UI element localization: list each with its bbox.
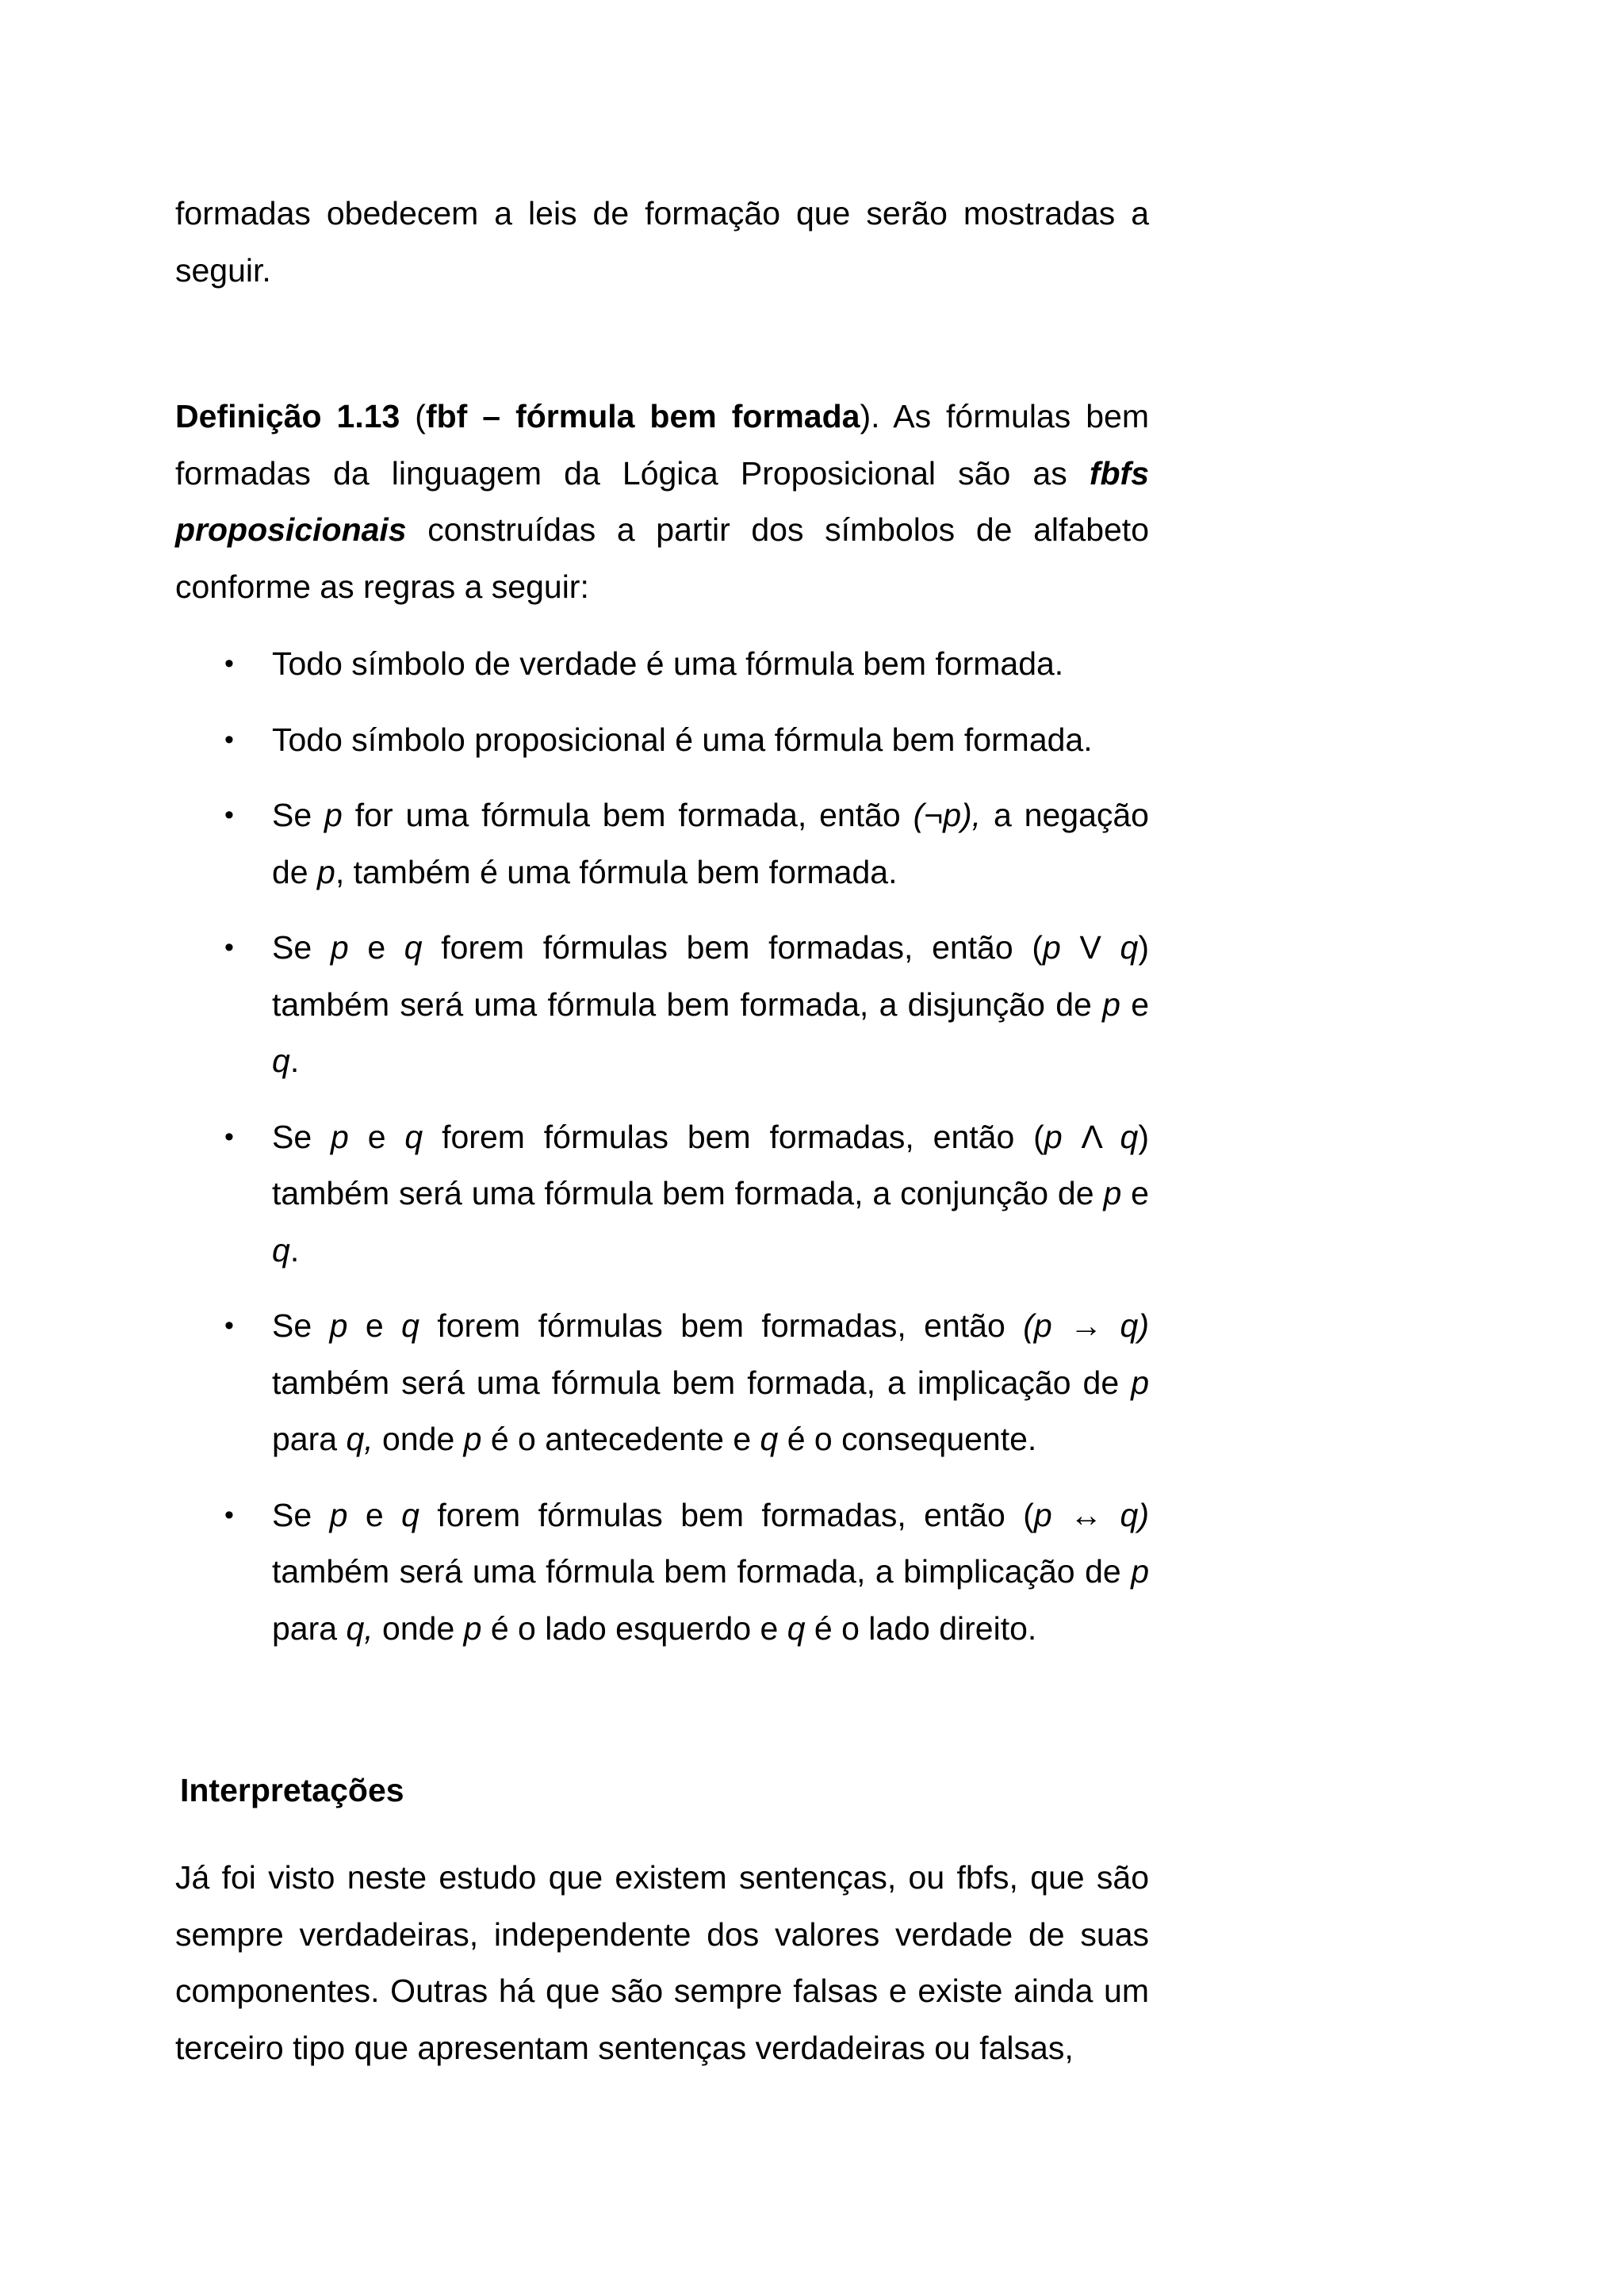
rule-text: forem fórmulas bem formadas, então bbox=[419, 1307, 1024, 1344]
rule-text: . bbox=[289, 1043, 300, 1079]
definition-title: Definição 1.13 bbox=[175, 398, 400, 434]
rule-symbol: p bbox=[463, 1609, 482, 1647]
rule-item bbox=[175, 636, 1149, 693]
rule-text: e bbox=[348, 1118, 405, 1155]
interpretations-paragraph: Já foi visto neste estudo que existem sentenças, ou fbfs, que são sempre verdadeiras, independente dos valores verdade de suas componentes. Outras há que são sempre falsas e existe ainda um terceiro tipo que apresentam sentenças verdadeiras ou falsas, bbox=[175, 1859, 1149, 2066]
definition-paren-close: ). bbox=[860, 398, 894, 434]
bullet-icon: • bbox=[224, 800, 234, 830]
rule-text: Todo símbolo de verdade é uma fórmula bem formada. bbox=[272, 645, 1064, 682]
rule-text: também será uma fórmula bem formada, a implicação de bbox=[272, 1364, 1132, 1401]
rule-symbol: p bbox=[463, 1421, 482, 1457]
rule-item bbox=[175, 1487, 1149, 1658]
rule-symbol: p bbox=[1131, 1364, 1149, 1401]
rule-text: e bbox=[1120, 985, 1149, 1023]
rule-symbol: p bbox=[329, 1307, 348, 1344]
rule-symbol: p bbox=[1102, 985, 1120, 1023]
rule-text: onde bbox=[373, 1609, 464, 1647]
rule-symbol: q bbox=[1120, 1118, 1139, 1155]
rule-symbol: q bbox=[760, 1421, 779, 1457]
definition-text-2: construídas a partir dos símbolos de alfabeto conforme as regras a seguir: bbox=[175, 511, 1149, 605]
bullet-icon: • bbox=[224, 1121, 234, 1152]
rule-symbol: (p → q) bbox=[1023, 1307, 1149, 1344]
rule-text: é o lado esquerdo e bbox=[481, 1609, 787, 1647]
rule-item bbox=[175, 712, 1149, 769]
rule-text: Se bbox=[272, 1496, 330, 1533]
rule-symbol: p bbox=[324, 797, 343, 833]
rule-text: e bbox=[347, 1496, 402, 1533]
definition-text-1: As fórmulas bem formadas da linguagem da Lógica Proposicional são as bbox=[175, 398, 1149, 492]
bullet-icon: • bbox=[224, 1311, 234, 1341]
rule-text: é o antecedente e bbox=[481, 1421, 760, 1457]
rule-text: onde bbox=[373, 1421, 464, 1457]
rule-item bbox=[175, 787, 1149, 901]
rule-text: V bbox=[1060, 929, 1120, 966]
rule-text: é o lado direito. bbox=[805, 1609, 1037, 1647]
rule-text: forem fórmulas bem formadas, então ( bbox=[419, 1496, 1034, 1533]
rule-text: e bbox=[347, 1307, 402, 1344]
rule-text: Todo símbolo proposicional é uma fórmula bem formada. bbox=[272, 721, 1093, 758]
rule-text: Λ bbox=[1062, 1118, 1120, 1155]
rule-symbol: p bbox=[331, 1118, 349, 1155]
bullet-icon: • bbox=[224, 1499, 234, 1530]
definition-emphasis: fbfs proposicionais bbox=[175, 454, 1149, 548]
rule-symbol: q bbox=[272, 1231, 290, 1269]
rule-text: a negação de bbox=[272, 797, 1149, 890]
bullet-icon: • bbox=[224, 649, 234, 679]
rule-symbol: q bbox=[404, 1118, 423, 1155]
rule-symbol: p bbox=[317, 853, 335, 890]
section-heading: Interpretações bbox=[180, 1772, 404, 1808]
definition-name: fbf – fórmula bem formada bbox=[425, 398, 860, 434]
bullet-icon: • bbox=[224, 932, 234, 962]
rule-symbol: p bbox=[1043, 929, 1061, 966]
rule-text: Se bbox=[272, 797, 325, 833]
rule-item bbox=[175, 1298, 1149, 1468]
rule-symbol: q, bbox=[346, 1609, 373, 1647]
rule-text: forem fórmulas bem formadas, então ( bbox=[422, 929, 1043, 966]
rule-item bbox=[175, 920, 1149, 1090]
rule-text: e bbox=[348, 929, 404, 966]
rule-symbol: p bbox=[1103, 1175, 1122, 1211]
rule-symbol: q bbox=[401, 1496, 419, 1533]
rule-text: e bbox=[1121, 1175, 1149, 1211]
rule-symbol: p bbox=[330, 929, 349, 966]
rule-symbol: q, bbox=[346, 1421, 373, 1457]
rule-text: ) também será uma fórmula bem formada, a disjunção de bbox=[272, 929, 1149, 1023]
rule-symbol: q bbox=[401, 1307, 419, 1344]
rules-list bbox=[175, 636, 1149, 1676]
rule-text: . bbox=[289, 1231, 300, 1269]
rule-text: Se bbox=[272, 1118, 331, 1155]
rule-text: for uma fórmula bem formada, então bbox=[342, 797, 914, 833]
rule-text: ) também será uma fórmula bem formada, a conjunção de bbox=[272, 1118, 1149, 1211]
rule-symbol: p ↔ q) bbox=[1033, 1496, 1149, 1533]
rule-text: para bbox=[272, 1421, 347, 1457]
rule-text: também será uma fórmula bem formada, a bimplicação de bbox=[272, 1553, 1132, 1590]
rule-item bbox=[175, 1109, 1149, 1280]
rule-symbol: (¬p), bbox=[913, 797, 982, 833]
rule-symbol: p bbox=[1044, 1118, 1063, 1155]
definition-paren-open: ( bbox=[400, 398, 426, 434]
rule-symbol: p bbox=[329, 1496, 348, 1533]
bullet-icon: • bbox=[224, 724, 234, 755]
rule-text: Se bbox=[272, 1307, 330, 1344]
rule-text: para bbox=[272, 1609, 347, 1647]
rule-symbol: p bbox=[1131, 1553, 1149, 1590]
rule-text: Se bbox=[272, 929, 331, 966]
rule-symbol: q bbox=[272, 1043, 290, 1079]
rule-text: , também é uma fórmula bem formada. bbox=[335, 853, 898, 890]
rule-text: forem fórmulas bem formadas, então ( bbox=[423, 1118, 1044, 1155]
rule-symbol: q bbox=[1120, 929, 1139, 966]
definition-paragraph bbox=[175, 388, 1149, 615]
intro-paragraph: formadas obedecem a leis de formação que serão mostradas a seguir. bbox=[175, 195, 1149, 289]
rule-symbol: q bbox=[404, 929, 423, 966]
rule-symbol: q bbox=[787, 1609, 806, 1647]
rule-text: é o consequente. bbox=[778, 1421, 1037, 1457]
